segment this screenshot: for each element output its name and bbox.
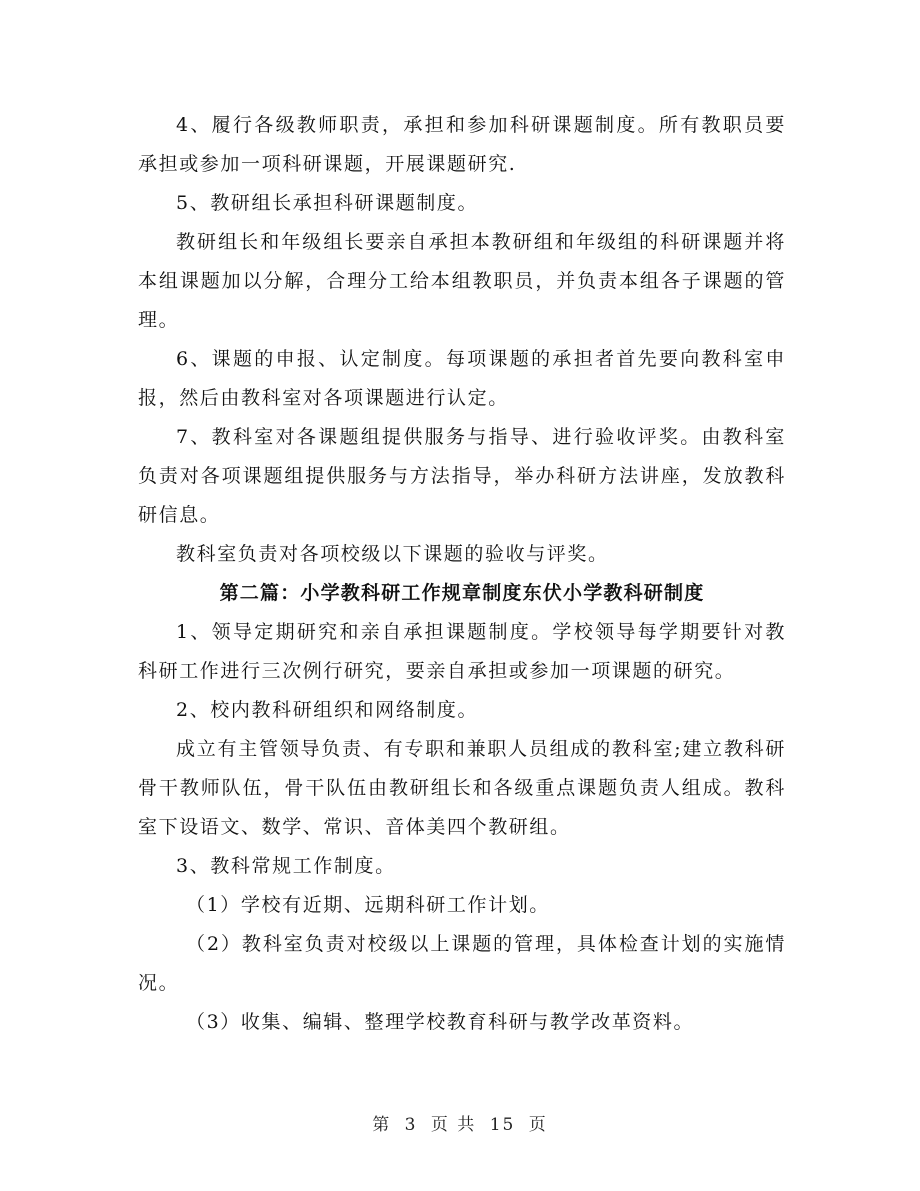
paragraph: 成立有主管领导负责、有专职和兼职人员组成的教科室;建立教科研骨干教师队伍，骨干队伍由教研组长和各级重点课题负责人组成。教科室下设语文、数学、常识、音体美四个教研组。	[138, 738, 786, 838]
footer-page-number: 3	[404, 1115, 418, 1135]
section-heading: 第二篇：小学教科研工作规章制度东伏小学教科研制度	[219, 582, 705, 604]
paragraph: 4、履行各级教师职责，承担和参加科研课题制度。所有教职员要承担或参加一项科研课题，开展课题研究.	[138, 114, 786, 175]
paragraph: 教研组长和年级组长要亲自承担本教研组和年级组的科研课题并将本组课题加以分解，合理分工给本组教职员，并负责本组各子课题的管理。	[138, 231, 786, 331]
paragraph: 教科室负责对各项校级以下课题的验收与评奖。	[176, 543, 609, 565]
document-body	[138, 106, 786, 1042]
paragraph: 6、课题的申报、认定制度。每项课题的承担者首先要向教科室申报，然后由教科室对各项课题进行认定。	[138, 348, 786, 409]
paragraph: 3、教科常规工作制度。	[176, 855, 396, 877]
footer-middle: 页 共	[430, 1115, 477, 1135]
paragraph: 2、校内教科研组织和网络制度。	[176, 699, 479, 721]
paragraph: 7、教科室对各课题组提供服务与指导、进行验收评奖。由教科室负责对各项课题组提供服务与方法指导，举办科研方法讲座，发放教科研信息。	[138, 426, 786, 526]
footer-total-pages: 15	[489, 1115, 516, 1135]
page-footer	[0, 1110, 920, 1135]
footer-prefix: 第	[372, 1115, 392, 1135]
list-item: （2）教科室负责对校级以上课题的管理，具体检查计划的实施情况。	[138, 933, 786, 994]
list-item: （1）学校有近期、远期科研工作计划。	[186, 894, 550, 916]
paragraph: 5、教研组长承担科研课题制度。	[176, 192, 479, 214]
list-item: （3）收集、编辑、整理学校教育科研与教学改革资料。	[186, 1011, 695, 1033]
footer-suffix: 页	[528, 1115, 548, 1135]
paragraph: 1、领导定期研究和亲自承担课题制度。学校领导每学期要针对教科研工作进行三次例行研究，要亲自承担或参加一项课题的研究。	[138, 621, 786, 682]
